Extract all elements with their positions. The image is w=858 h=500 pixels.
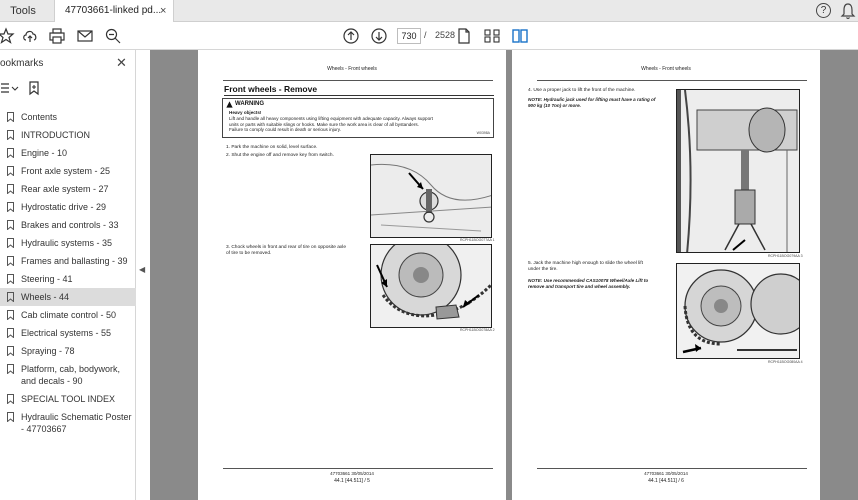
step-5-line: under the tire. (528, 267, 558, 272)
bookmark-item[interactable] (0, 390, 136, 408)
figure-key-switch (370, 154, 492, 238)
bookmark-icon (7, 256, 14, 266)
bookmark-label: Spraying - 78 (21, 346, 75, 356)
next-page-icon[interactable] (370, 27, 388, 45)
footer-page-ref: 44.1 [44.511] / 5 (334, 478, 370, 484)
section-title: Front wheels - Remove (224, 84, 318, 94)
bookmark-icon (7, 394, 14, 404)
bookmark-icon (7, 412, 14, 422)
bookmark-label: Platform, cab, bodywork, and decals - 90 (21, 364, 121, 386)
header-rule (537, 80, 807, 81)
bookmark-item[interactable] (0, 324, 136, 342)
bookmark-item[interactable] (0, 126, 136, 144)
print-icon[interactable] (48, 27, 66, 45)
page-number-input[interactable]: 730 (397, 28, 421, 44)
help-icon[interactable]: ? (816, 3, 831, 18)
scroll-mode-icon[interactable] (483, 27, 501, 45)
bookmark-icon (7, 346, 14, 356)
bell-icon[interactable] (840, 2, 856, 20)
options-menu-icon[interactable] (0, 80, 20, 96)
bookmark-list (0, 108, 136, 438)
page-header: Wheels - Front wheels (327, 66, 377, 72)
footer-page-ref: 44.1 [44.511] / 6 (648, 478, 684, 484)
step-3 (226, 245, 346, 257)
bookmark-item[interactable] (0, 306, 136, 324)
note-1 (528, 97, 655, 109)
bookmark-label: INTRODUCTION (21, 130, 90, 140)
bookmark-item[interactable] (0, 342, 136, 360)
bookmark-item[interactable] (0, 288, 136, 306)
bookmark-item[interactable] (0, 198, 136, 216)
bookmark-icon (7, 328, 14, 338)
tab-document[interactable]: 47703661-linked pd... (54, 0, 174, 22)
footer-doc-date: 47703661 30/05/2014 (330, 471, 374, 476)
bookmark-icon (7, 112, 14, 122)
note-2-line: NOTE: Use recommended CAS10078 Wheel/Axle Lift to (528, 278, 649, 283)
bookmark-item[interactable] (0, 270, 136, 288)
zoom-search-icon[interactable] (104, 27, 122, 45)
bookmark-icon (7, 364, 14, 374)
step-3-line: 3. Chock wheels in front and rear of tire on opposite axle (226, 245, 346, 250)
bookmark-item[interactable] (0, 360, 136, 390)
bookmark-icon (7, 148, 14, 158)
bookmarks-title: ookmarks (0, 58, 44, 69)
bookmark-label: Hydraulic Schematic Poster - 47703667 (21, 412, 132, 434)
bookmark-icon (7, 184, 14, 194)
collapse-panel-icon[interactable]: ◀ (139, 265, 146, 274)
bookmark-label: Hydraulic systems - 35 (21, 238, 113, 248)
two-page-view-icon[interactable] (511, 27, 529, 45)
warning-code: W0398A (476, 131, 490, 135)
figure-caption: RCPH11BOG080AA 4 (768, 360, 803, 364)
bookmark-label: Contents (21, 112, 58, 122)
step-3-line: of tire to be removed. (226, 251, 272, 256)
note-1-line: NOTE: Hydraulic jack used for lifting must have a rating of (528, 97, 656, 102)
bookmark-icon (7, 238, 14, 248)
figure-wheel-chock (370, 244, 492, 328)
footer-rule (223, 468, 493, 469)
bookmark-label: Electrical systems - 55 (21, 328, 112, 338)
page-header: Wheels - Front wheels (641, 66, 691, 72)
warning-line: units or parts with suitable slings or hooks. Make sure the work area is clear of all bystanders. (229, 121, 419, 127)
warning-label: WARNING (235, 101, 264, 107)
bookmark-icon (7, 274, 14, 284)
figure-wheel-lift (676, 263, 800, 359)
warning-text (229, 110, 487, 133)
bookmark-item[interactable] (0, 180, 136, 198)
star-icon[interactable] (0, 27, 15, 45)
tab-bar (0, 0, 858, 22)
figure-caption: RCPH11BOG077AA 1 (460, 238, 495, 242)
bookmarks-panel (0, 50, 136, 500)
figure-caption: RCPH11BOG079AA 3 (768, 254, 803, 258)
bookmark-icon (7, 130, 14, 140)
pdf-page-left (198, 50, 506, 500)
bookmark-label: Hydrostatic drive - 29 (21, 202, 107, 212)
figure-caption: RCPH11BOG078AA 2 (460, 328, 495, 332)
document-viewer[interactable] (150, 50, 858, 500)
tab-close-icon[interactable]: × (160, 5, 167, 17)
footer-rule (537, 468, 807, 469)
warning-line: Lift and handle all heavy components using lifting equipment with adequate capacity. Always support (229, 115, 433, 121)
warning-line: Failure to comply could result in death or serious injury. (229, 127, 342, 133)
step-5 (528, 261, 643, 273)
page-total: 2528 (435, 30, 456, 40)
previous-page-icon[interactable] (342, 27, 360, 45)
add-bookmark-icon[interactable] (26, 80, 42, 96)
note-2 (528, 278, 648, 290)
bookmark-tools (0, 80, 60, 98)
step-5-line: 5. Jack the machine high enough to slide the wheel lift (528, 261, 643, 266)
bookmark-icon (7, 310, 14, 320)
document-icon[interactable] (455, 27, 473, 45)
note-1-line: 900 kg (10 Ton) or more. (528, 102, 581, 108)
step-1: 1. Park the machine on solid, level surface. (226, 145, 318, 150)
footer-doc-date: 47703661 30/05/2014 (644, 471, 688, 476)
section-rule (224, 95, 494, 96)
warning-icon (226, 101, 233, 108)
pdf-page-right (512, 50, 820, 500)
bookmark-label: Front axle system - 25 (21, 166, 111, 176)
bookmark-label: Steering - 41 (21, 274, 73, 284)
step-2: 2. Shut the engine off and remove key from switch. (226, 153, 334, 158)
bookmark-label: Cab climate control - 50 (21, 310, 117, 320)
upload-cloud-icon[interactable] (21, 27, 39, 45)
toolbar (0, 22, 858, 50)
bookmark-item[interactable] (0, 162, 136, 180)
bookmark-icon (7, 292, 14, 302)
step-4: 4. Use a proper jack to lift the front of the machine. (528, 88, 636, 93)
bookmark-item[interactable] (0, 408, 136, 438)
warning-line: Heavy objects! (229, 110, 262, 115)
warning-box (222, 98, 494, 138)
bookmark-item[interactable] (0, 234, 136, 252)
bookmark-icon (7, 202, 14, 212)
bookmark-item[interactable] (0, 108, 136, 126)
page-separator: / (424, 30, 427, 40)
header-rule (223, 80, 493, 81)
note-2-line: remove and transport tire and wheel assembly. (528, 283, 631, 289)
bookmark-item[interactable] (0, 144, 136, 162)
bookmark-label: Brakes and controls - 33 (21, 220, 119, 230)
email-icon[interactable] (76, 27, 94, 45)
bookmark-icon (7, 220, 14, 230)
bookmark-label: Engine - 10 (21, 148, 68, 158)
bookmark-label: Rear axle system - 27 (21, 184, 109, 194)
close-panel-icon[interactable]: ✕ (116, 55, 127, 70)
bookmark-label: Frames and ballasting - 39 (21, 256, 128, 266)
bookmark-item[interactable] (0, 216, 136, 234)
bookmark-item[interactable] (0, 252, 136, 270)
bookmark-label: SPECIAL TOOL INDEX (21, 394, 116, 404)
bookmark-label: Wheels - 44 (21, 292, 70, 302)
bookmark-icon (7, 166, 14, 176)
figure-jack-lift (676, 89, 800, 253)
tab-tools[interactable]: Tools (10, 5, 36, 17)
